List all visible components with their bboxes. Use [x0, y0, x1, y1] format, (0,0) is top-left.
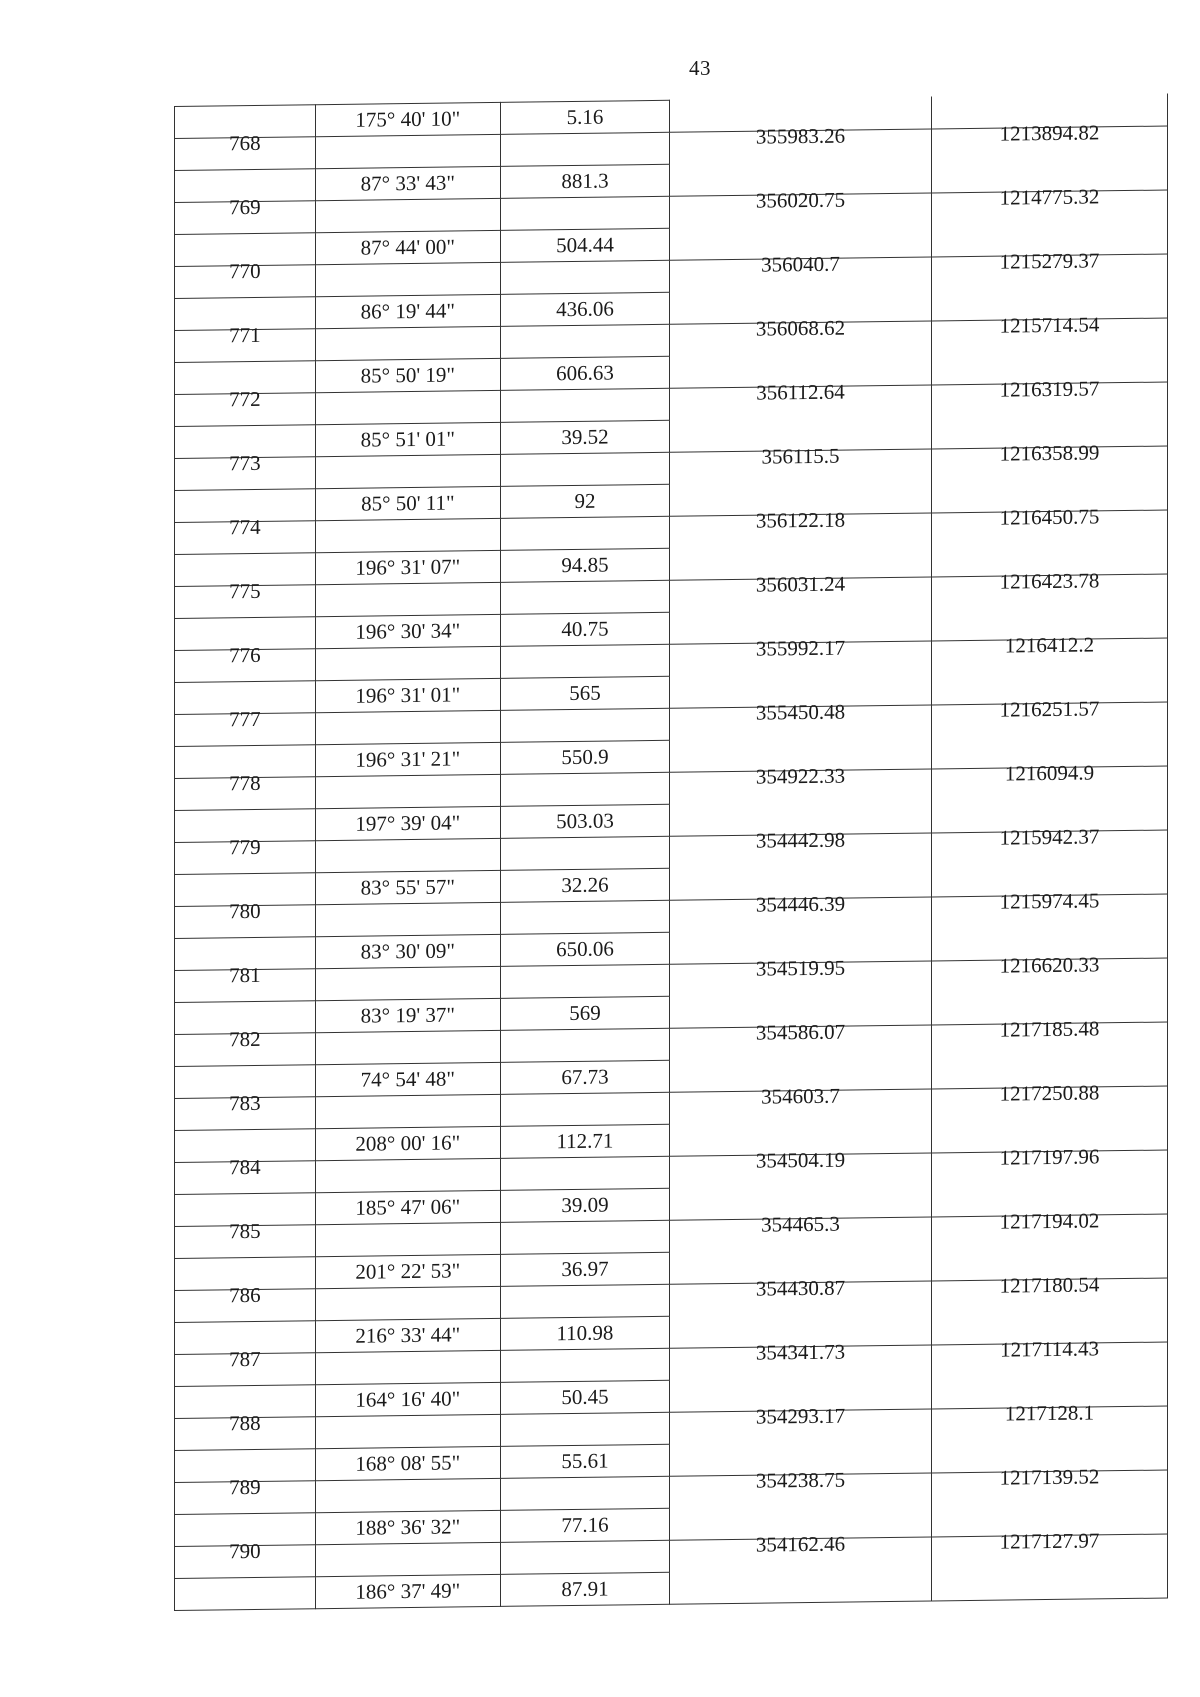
distance-cell	[500, 1060, 669, 1094]
coordinate-table	[174, 94, 1168, 1611]
distance-cell	[500, 420, 669, 454]
easting-cell	[932, 824, 1168, 865]
northing-value: 354922.33	[755, 763, 846, 789]
bearing-cell	[315, 1030, 500, 1064]
bearing-cell	[315, 1286, 500, 1320]
easting-value: 1215714.54	[999, 312, 1100, 338]
easting-cell	[932, 376, 1168, 417]
easting-cell	[932, 184, 1168, 225]
easting-value: 1217114.43	[1000, 1336, 1100, 1362]
easting-value: 1217185.48	[999, 1016, 1100, 1042]
bearing-cell	[315, 582, 500, 616]
distance-cell	[500, 1092, 669, 1126]
point-value: 781	[229, 962, 261, 988]
distance-value: 650.06	[556, 936, 614, 962]
northing-value: 356112.64	[756, 379, 845, 405]
easting-cell	[932, 888, 1168, 929]
easting-value: 1216319.57	[999, 376, 1100, 402]
point-value: 784	[229, 1154, 261, 1180]
distance-cell	[500, 100, 669, 134]
point-cell	[175, 1538, 316, 1579]
bearing-cell	[315, 774, 500, 808]
point-value: 790	[229, 1538, 261, 1564]
distance-cell	[500, 1444, 669, 1478]
distance-value: 112.71	[556, 1128, 614, 1154]
distance-cell	[500, 580, 669, 614]
bearing-cell	[315, 614, 500, 648]
easting-cell	[932, 1336, 1168, 1377]
bearing-value: 85° 50' 11"	[361, 490, 455, 516]
northing-cell	[669, 1569, 931, 1604]
bearing-cell	[315, 870, 500, 904]
distance-cell	[500, 516, 669, 550]
northing-value: 356031.24	[755, 571, 846, 597]
point-cell	[175, 130, 316, 171]
easting-cell	[932, 1528, 1168, 1569]
point-value: 786	[229, 1282, 261, 1308]
easting-cell	[932, 632, 1168, 673]
easting-value: 1217197.96	[999, 1144, 1100, 1170]
bearing-value: 197° 39' 04"	[355, 810, 461, 836]
distance-value: 881.3	[561, 168, 609, 194]
distance-cell	[500, 740, 669, 774]
distance-value: 40.75	[561, 616, 609, 642]
distance-value: 77.16	[561, 1512, 609, 1538]
distance-value: 39.52	[561, 424, 609, 450]
northing-cell	[669, 1083, 931, 1124]
easting-value: 1216358.99	[999, 440, 1100, 466]
distance-cell	[500, 836, 669, 870]
easting-cell	[932, 1080, 1168, 1121]
easting-cell	[932, 568, 1168, 609]
northing-cell	[669, 1275, 931, 1316]
bearing-cell	[315, 358, 500, 392]
distance-cell	[500, 548, 669, 582]
bearing-cell	[315, 454, 500, 488]
point-value: 789	[229, 1474, 261, 1500]
easting-value: 1215279.37	[999, 248, 1100, 274]
northing-cell	[669, 1531, 931, 1572]
northing-value: 356115.5	[761, 443, 840, 469]
point-cell	[175, 194, 316, 235]
bearing-value: 85° 51' 01"	[360, 426, 455, 452]
northing-cell	[669, 443, 931, 484]
distance-cell	[500, 196, 669, 230]
bearing-cell	[315, 1350, 500, 1384]
distance-cell	[500, 324, 669, 358]
easting-cell	[932, 696, 1168, 737]
point-value: 773	[229, 450, 261, 476]
distance-value: 87.91	[561, 1576, 609, 1602]
distance-cell	[500, 708, 669, 742]
distance-cell	[500, 1124, 669, 1158]
northing-value: 356122.18	[755, 507, 846, 533]
bearing-value: 168° 08' 55"	[355, 1450, 461, 1476]
point-cell	[175, 834, 316, 875]
distance-value: 94.85	[561, 552, 609, 578]
northing-cell	[669, 955, 931, 996]
northing-value: 355992.17	[755, 635, 846, 661]
bearing-cell	[315, 966, 500, 1000]
distance-cell	[500, 292, 669, 326]
easting-cell	[932, 504, 1168, 545]
bearing-value: 83° 30' 09"	[360, 938, 455, 964]
northing-cell	[669, 1147, 931, 1188]
distance-cell	[500, 1252, 669, 1286]
bearing-value: 86° 19' 44"	[360, 298, 455, 324]
bearing-cell	[315, 838, 500, 872]
bearing-cell	[315, 806, 500, 840]
distance-cell	[500, 260, 669, 294]
easting-value: 1216423.78	[999, 568, 1100, 594]
northing-cell	[669, 1211, 931, 1252]
distance-value: 5.16	[566, 104, 604, 130]
point-value: 787	[229, 1346, 261, 1372]
distance-cell	[500, 1540, 669, 1574]
easting-value: 1217180.54	[999, 1272, 1100, 1298]
northing-value: 354162.46	[755, 1531, 846, 1557]
bearing-cell	[315, 1574, 500, 1608]
bearing-cell	[315, 1382, 500, 1416]
northing-cell	[669, 187, 931, 228]
northing-cell	[669, 315, 931, 356]
distance-cell	[500, 1412, 669, 1446]
point-cell	[175, 386, 316, 427]
northing-value: 354341.73	[755, 1339, 846, 1365]
northing-value: 354586.07	[755, 1019, 846, 1045]
northing-cell	[669, 379, 931, 420]
easting-value: 1216412.2	[1004, 632, 1095, 658]
distance-cell	[500, 1348, 669, 1382]
northing-value: 354519.95	[755, 955, 846, 981]
northing-cell	[669, 1403, 931, 1444]
northing-cell	[669, 1019, 931, 1060]
easting-cell	[932, 1566, 1168, 1601]
northing-value: 354293.17	[755, 1403, 846, 1429]
northing-cell	[669, 635, 931, 676]
bearing-cell	[315, 1542, 500, 1576]
bearing-cell	[315, 1478, 500, 1512]
bearing-value: 188° 36' 32"	[355, 1514, 461, 1540]
point-cell	[175, 1218, 316, 1259]
distance-cell	[500, 132, 669, 166]
easting-value: 1217139.52	[999, 1464, 1100, 1490]
point-value: 782	[229, 1026, 261, 1052]
point-cell	[175, 514, 316, 555]
easting-value: 1215974.45	[999, 888, 1100, 914]
distance-value: 569	[569, 1000, 601, 1026]
northing-cell	[669, 827, 931, 868]
northing-cell	[669, 699, 931, 740]
bearing-cell	[315, 902, 500, 936]
bearing-cell	[315, 1318, 500, 1352]
easting-value: 1216094.9	[1004, 760, 1095, 786]
distance-value: 436.06	[556, 296, 614, 322]
easting-value: 1217194.02	[999, 1208, 1100, 1234]
distance-cell	[500, 1508, 669, 1542]
distance-value: 550.9	[561, 744, 609, 770]
distance-cell	[500, 1476, 669, 1510]
northing-cell	[669, 123, 931, 164]
northing-cell	[669, 1467, 931, 1508]
bearing-cell	[315, 1254, 500, 1288]
point-cell	[175, 1090, 316, 1131]
bearing-cell	[315, 230, 500, 264]
point-value: 775	[229, 578, 261, 604]
distance-value: 503.03	[556, 808, 614, 834]
easting-value: 1216620.33	[999, 952, 1100, 978]
point-value: 770	[229, 258, 261, 284]
northing-value: 355983.26	[755, 123, 846, 149]
distance-cell	[500, 644, 669, 678]
distance-cell	[500, 772, 669, 806]
bearing-cell	[315, 1190, 500, 1224]
distance-value: 504.44	[556, 232, 614, 258]
easting-cell	[932, 952, 1168, 993]
point-cell	[175, 1474, 316, 1515]
point-value: 772	[229, 386, 261, 412]
bearing-cell	[315, 646, 500, 680]
point-cell	[175, 1026, 316, 1067]
point-value: 779	[229, 834, 261, 860]
easting-cell	[932, 1400, 1168, 1441]
point-value: 785	[229, 1218, 261, 1244]
easting-cell	[932, 1016, 1168, 1057]
distance-value: 92	[574, 488, 596, 513]
northing-value: 355450.48	[755, 699, 846, 725]
bearing-cell	[315, 486, 500, 520]
easting-value: 1214775.32	[999, 184, 1100, 210]
distance-cell	[500, 676, 669, 710]
point-value: 783	[229, 1090, 261, 1116]
distance-value: 67.73	[561, 1064, 609, 1090]
northing-value: 354446.39	[755, 891, 846, 917]
distance-value: 55.61	[561, 1448, 609, 1474]
distance-cell	[500, 900, 669, 934]
distance-cell	[500, 1572, 669, 1606]
point-cell	[175, 1577, 316, 1611]
bearing-cell	[315, 1158, 500, 1192]
easting-cell	[932, 1272, 1168, 1313]
point-cell	[175, 706, 316, 747]
point-cell	[175, 898, 316, 939]
easting-value: 1217127.97	[999, 1528, 1100, 1554]
distance-value: 606.63	[556, 360, 614, 386]
bearing-cell	[315, 166, 500, 200]
bearing-cell	[315, 1510, 500, 1544]
distance-cell	[500, 452, 669, 486]
bearing-cell	[315, 710, 500, 744]
point-value: 776	[229, 642, 261, 668]
distance-value: 39.09	[561, 1192, 609, 1218]
bearing-cell	[315, 742, 500, 776]
bearing-cell	[315, 678, 500, 712]
bearing-value: 83° 19' 37"	[360, 1002, 455, 1028]
easting-cell	[932, 1464, 1168, 1505]
northing-value: 356040.7	[761, 251, 840, 277]
northing-value: 354465.3	[761, 1211, 840, 1237]
bearing-cell	[315, 1446, 500, 1480]
point-cell	[175, 642, 316, 683]
bearing-cell	[315, 1222, 500, 1256]
bearing-value: 196° 30' 34"	[355, 618, 461, 644]
bearing-value: 208° 00' 16"	[355, 1130, 461, 1156]
northing-value: 354238.75	[755, 1467, 846, 1493]
point-cell	[175, 322, 316, 363]
bearing-cell	[315, 422, 500, 456]
easting-value: 1217250.88	[999, 1080, 1100, 1106]
northing-cell	[669, 251, 931, 292]
bearing-cell	[315, 198, 500, 232]
bearing-cell	[315, 326, 500, 360]
point-cell	[175, 1346, 316, 1387]
bearing-value: 196° 31' 07"	[355, 554, 461, 580]
distance-cell	[500, 868, 669, 902]
point-cell	[175, 1410, 316, 1451]
distance-cell	[500, 388, 669, 422]
easting-cell	[932, 440, 1168, 481]
distance-cell	[500, 1188, 669, 1222]
bearing-value: 85° 50' 19"	[360, 362, 455, 388]
bearing-cell	[315, 934, 500, 968]
distance-cell	[500, 356, 669, 390]
bearing-cell	[315, 1414, 500, 1448]
distance-cell	[500, 1220, 669, 1254]
northing-cell	[669, 1339, 931, 1380]
bearing-value: 164° 16' 40"	[355, 1386, 461, 1412]
distance-cell	[500, 996, 669, 1030]
point-cell	[175, 770, 316, 811]
point-value: 771	[229, 322, 261, 348]
northing-value: 356068.62	[755, 315, 846, 341]
distance-cell	[500, 612, 669, 646]
bearing-cell	[315, 998, 500, 1032]
distance-value: 565	[569, 680, 601, 706]
point-value: 788	[229, 1410, 261, 1436]
distance-cell	[500, 1380, 669, 1414]
easting-cell	[932, 312, 1168, 353]
distance-value: 50.45	[561, 1384, 609, 1410]
table-body	[175, 94, 1168, 1610]
point-cell	[175, 1282, 316, 1323]
distance-cell	[500, 1156, 669, 1190]
northing-value: 354504.19	[755, 1147, 846, 1173]
bearing-cell	[315, 262, 500, 296]
bearing-cell	[315, 1126, 500, 1160]
bearing-value: 87° 44' 00"	[360, 234, 455, 260]
bearing-cell	[315, 102, 500, 136]
bearing-value: 196° 31' 01"	[355, 682, 461, 708]
bearing-value: 201° 22' 53"	[355, 1258, 461, 1284]
bearing-cell	[315, 294, 500, 328]
bearing-value: 216° 33' 44"	[355, 1322, 461, 1348]
point-value: 769	[229, 194, 261, 220]
easting-cell	[932, 248, 1168, 289]
bearing-value: 196° 31' 21"	[355, 746, 461, 772]
bearing-value: 185° 47' 06"	[355, 1194, 461, 1220]
northing-value: 354603.7	[761, 1083, 840, 1109]
point-value: 768	[229, 130, 261, 156]
bearing-value: 87° 33' 43"	[360, 170, 455, 196]
northing-value: 354442.98	[755, 827, 846, 853]
easting-cell	[932, 1144, 1168, 1185]
easting-cell	[932, 120, 1168, 161]
northing-cell	[669, 507, 931, 548]
northing-value: 354430.87	[755, 1275, 846, 1301]
northing-cell	[669, 763, 931, 804]
bearing-value: 83° 55' 57"	[360, 874, 455, 900]
northing-cell	[669, 891, 931, 932]
bearing-cell	[315, 518, 500, 552]
easting-value: 1213894.82	[999, 120, 1100, 146]
easting-value: 1216450.75	[999, 504, 1100, 530]
point-value: 777	[229, 706, 261, 732]
bearing-value: 175° 40' 10"	[355, 106, 461, 132]
distance-cell	[500, 1028, 669, 1062]
distance-cell	[500, 164, 669, 198]
bearing-cell	[315, 1062, 500, 1096]
distance-value: 110.98	[556, 1320, 614, 1346]
northing-value: 356020.75	[755, 187, 846, 213]
distance-value: 36.97	[561, 1256, 609, 1282]
point-cell	[175, 962, 316, 1003]
northing-cell	[669, 571, 931, 612]
point-cell	[175, 1154, 316, 1195]
bearing-cell	[315, 390, 500, 424]
easting-cell	[932, 760, 1168, 801]
easting-value: 1215942.37	[999, 824, 1100, 850]
distance-cell	[500, 964, 669, 998]
bearing-value: 186° 37' 49"	[355, 1578, 461, 1604]
easting-value: 1216251.57	[999, 696, 1100, 722]
distance-value: 32.26	[561, 872, 609, 898]
distance-cell	[500, 932, 669, 966]
point-value: 780	[229, 898, 261, 924]
bearing-cell	[315, 134, 500, 168]
bearing-value: 74° 54' 48"	[360, 1066, 455, 1092]
distance-cell	[500, 484, 669, 518]
point-cell	[175, 258, 316, 299]
point-value: 774	[229, 514, 261, 540]
bearing-cell	[315, 1094, 500, 1128]
bearing-cell	[315, 550, 500, 584]
point-value: 778	[229, 770, 261, 796]
distance-cell	[500, 228, 669, 262]
distance-cell	[500, 1316, 669, 1350]
distance-cell	[500, 804, 669, 838]
point-cell	[175, 450, 316, 491]
page-number: 43	[689, 56, 711, 80]
point-cell	[175, 578, 316, 619]
easting-value: 1217128.1	[1004, 1400, 1095, 1426]
easting-cell	[932, 1208, 1168, 1249]
distance-cell	[500, 1284, 669, 1318]
